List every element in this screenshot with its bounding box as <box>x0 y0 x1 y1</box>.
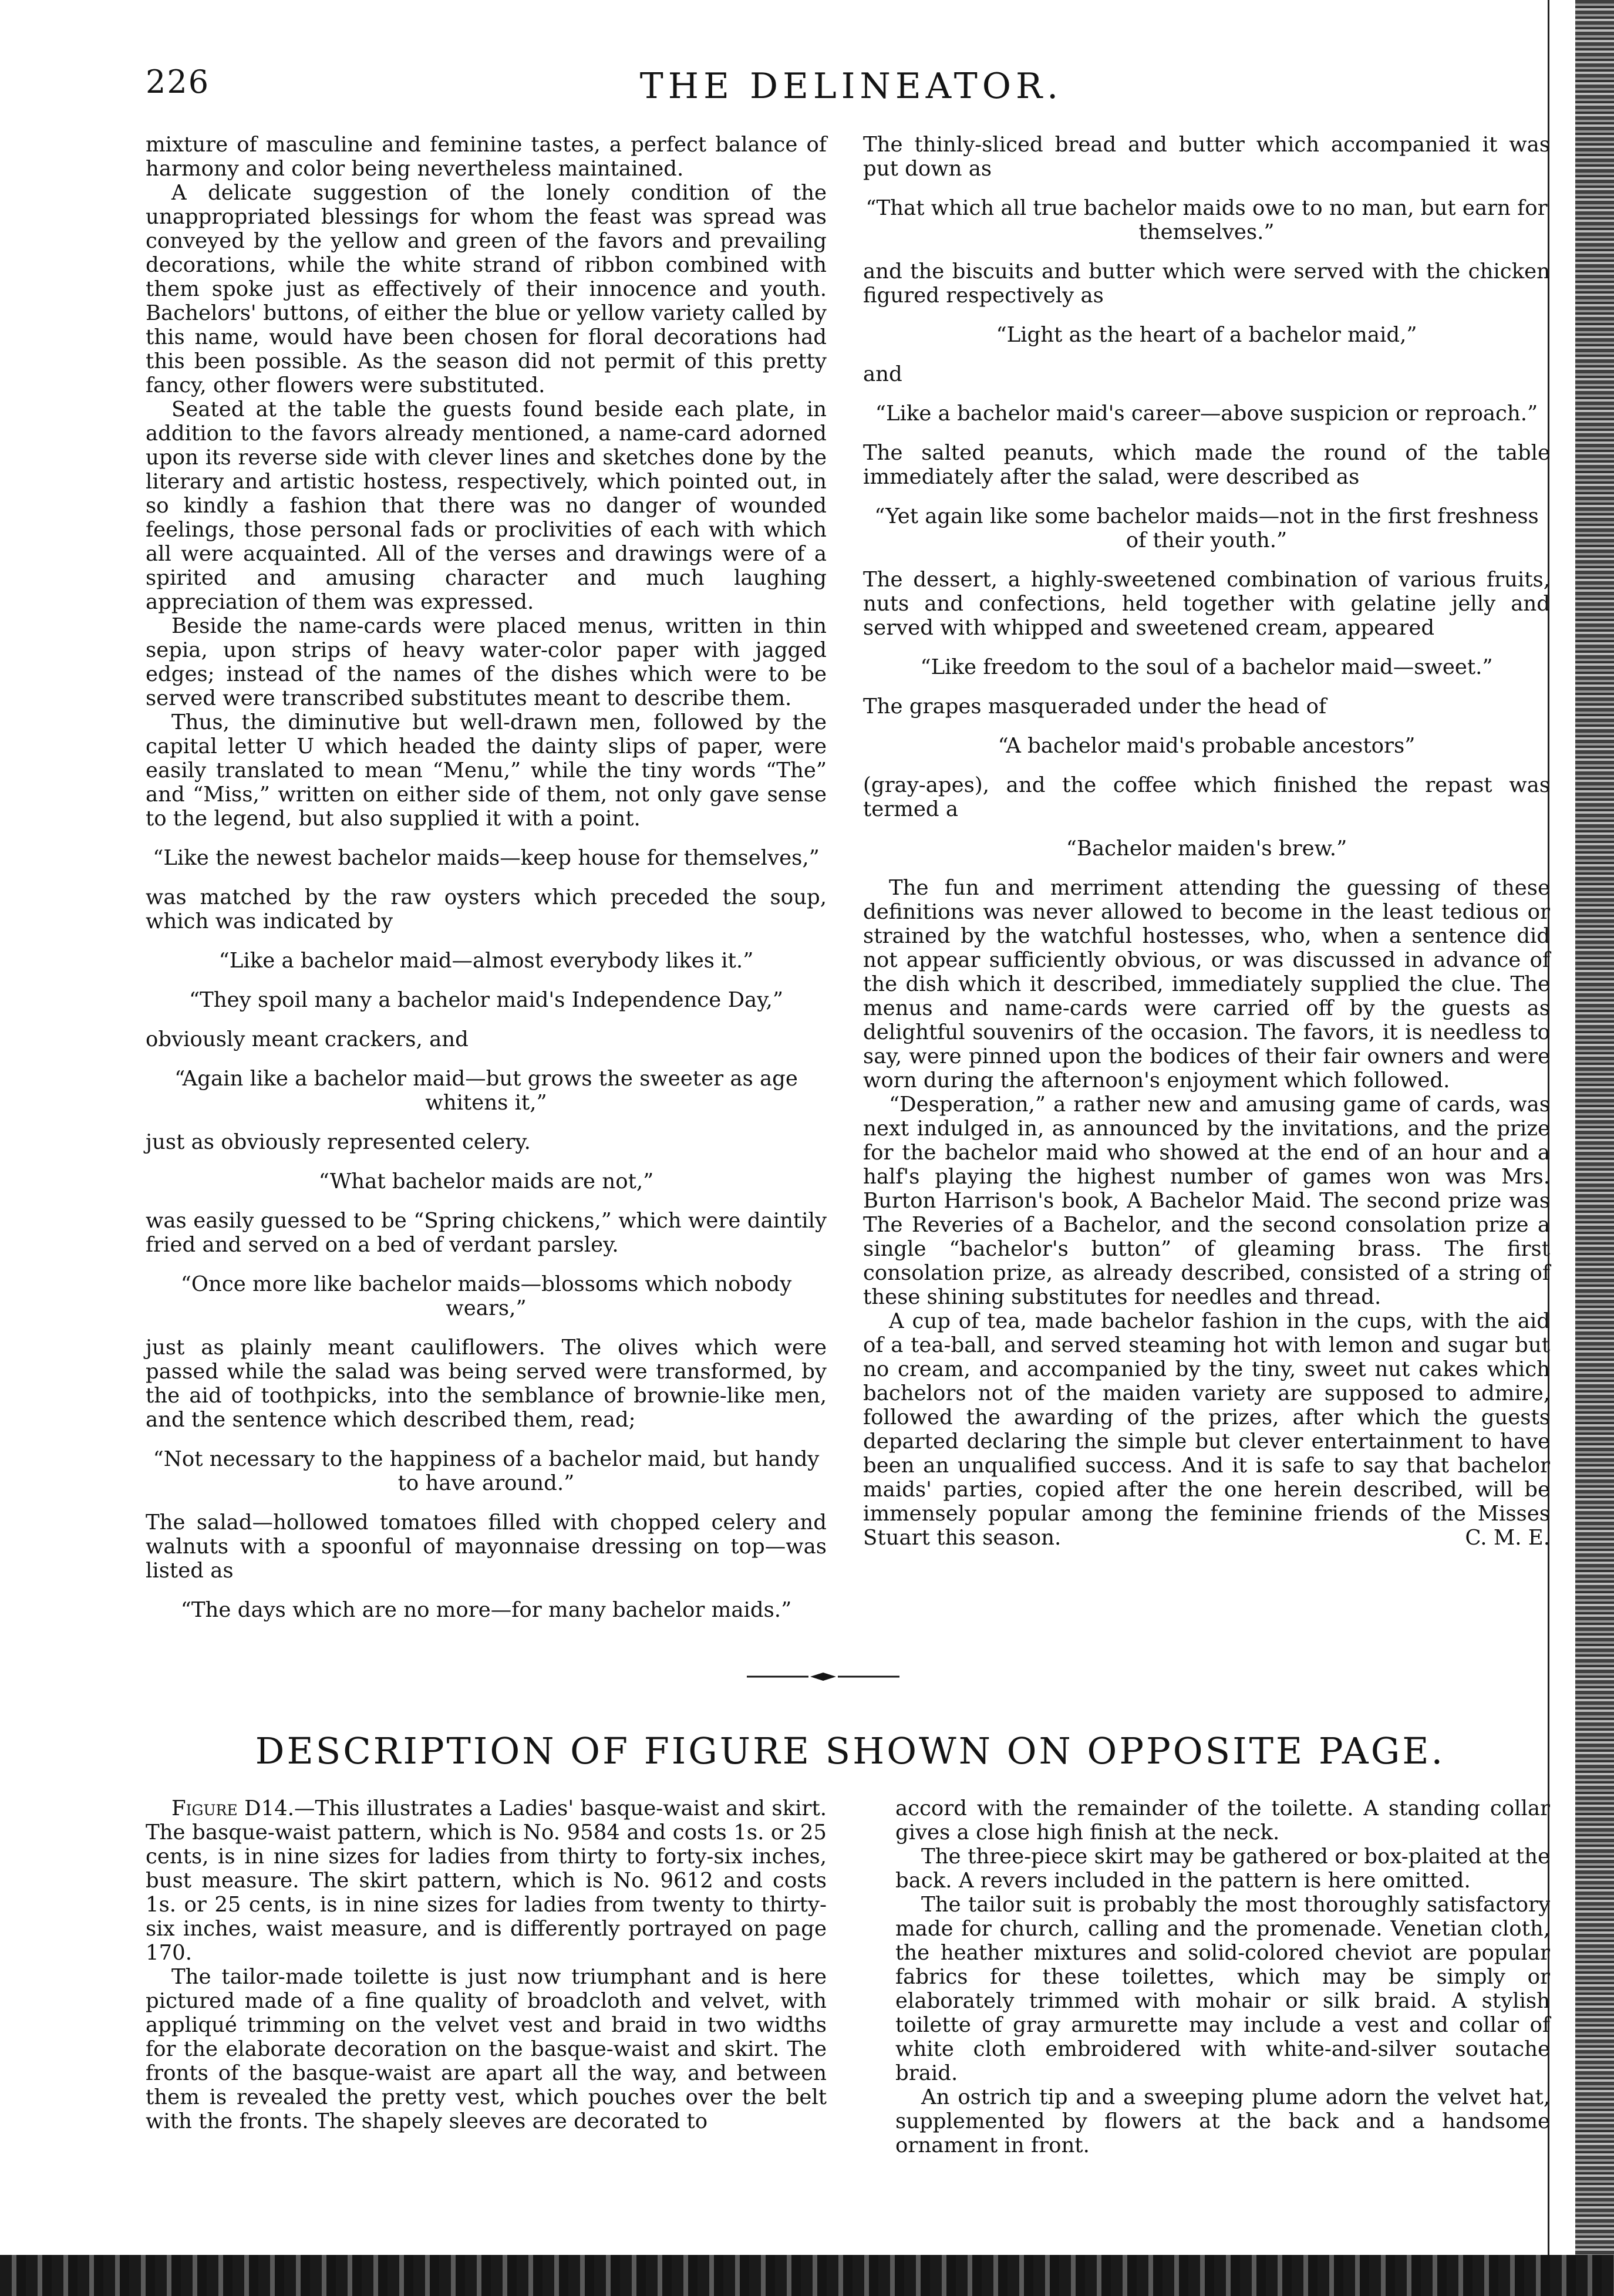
paragraph: The fun and merriment attending the guessing of these definitions was never allowed to become in the least tedious or strained by the watchful hostesses, who, when a sentence did not appear sufficiently obvious, or was discussed in advance of the dish which it described, immediately supplied the clue. The menus and name-cards were carried off by the guests as delightful souvenirs of the occasion. The favors, it is needless to say, were pinned upon the bodices of their fair owners and were worn during the afternoon's enjoyment which followed. <box>863 876 1550 1093</box>
menu-quote: “What bachelor maids are not,” <box>318 1169 654 1193</box>
paragraph: A delicate suggestion of the lonely condition of the unappropriated blessings for whom the feast was spread was conveyed by the yellow and green of the favors and prevailing decorations, while the white strand of ribbon combined with them spoke just as effectively of their innocence and youth. Bachelors' buttons, of either the blue or yellow variety called by this name, would have been chosen for floral decorations had this been possible. As the season did not permit of this pretty fancy, other flowers were substituted. <box>146 181 827 397</box>
paragraph: The tailor suit is probably the most thoroughly satisfactory made for church, calling and the promenade. Venetian cloth, the heather mixtures and solid-colored cheviot are popular fabrics for these toilettes, which may be simply or elaborately trimmed with mohair or silk braid. A stylish toilette of gray armurette may include a vest and collar of white cloth embroidered with white-and-silver soutache braid. <box>895 1893 1550 2085</box>
paragraph: The three-piece skirt may be gathered or box-plaited at the back. A revers included in the pattern is here omitted. <box>895 1845 1550 1893</box>
scan-edge-bottom <box>0 2255 1614 2296</box>
paragraph: and <box>863 362 902 386</box>
menu-quote: “That which all true bachelor maids owe to no man, but earn for themselves.” <box>865 196 1548 244</box>
paragraph: The salted peanuts, which made the round of the table immediately after the salad, were described as <box>863 441 1550 489</box>
paragraph: just as obviously represented celery. <box>146 1130 531 1154</box>
paragraph: Thus, the diminutive but well-drawn men, followed by the capital letter U which headed the dainty slips of paper, were easily translated to mean “Menu,” while the tiny words “The” and “Miss,” written on either side of them, not only gave sense to the legend, but also supplied it with a point. <box>146 710 827 831</box>
scan-edge-right <box>1575 0 1614 2296</box>
menu-quote: “Bachelor maiden's brew.” <box>1066 837 1347 861</box>
menu-quote: “A bachelor maid's probable ancestors” <box>998 734 1416 758</box>
paragraph: The thinly-sliced bread and butter which accompanied it was put down as <box>863 133 1550 181</box>
paragraph: Seated at the table the guests found beside each plate, in addition to the favors already mentioned, a name-card adorned upon its reverse side with clever lines and sketches done by the literary and artistic hostess, respectively, which pointed out, in so kindly a fashion that there was no danger of wounded feelings, those personal fads or proclivities of each with which all were acquainted. All of the verses and drawings were of a spirited and amusing character and much laughing appreciation of them was expressed. <box>146 397 827 614</box>
menu-quote: “The days which are no more—for many bachelor maids.” <box>180 1598 792 1622</box>
description-column-left <box>146 1796 827 2133</box>
article-column-left <box>146 133 827 1637</box>
paragraph: accord with the remainder of the toilette. A standing collar gives a close high finish at the neck. <box>895 1796 1550 1845</box>
paragraph: The salad—hollowed tomatoes filled with chopped celery and walnuts with a spoonful of mayonnaise dressing on top—was listed as <box>146 1511 827 1583</box>
menu-quote: “Like the newest bachelor maids—keep house for themselves,” <box>153 846 820 870</box>
paragraph: The dessert, a highly-sweetened combination of various fruits, nuts and confections, held together with gelatine jelly and served with whipped and sweetened cream, appeared <box>863 568 1550 640</box>
paragraph: “Desperation,” a rather new and amusing game of cards, was next indulged in, as announced by the invitations, and the prize for the bachelor maid who showed at the end of an hour and a half's playing the highest number of games won was Mrs. Burton Harrison's book, A Bachelor Maid. The second prize was The Reveries of a Bachelor, and the second consolation prize a single “bachelor's button” of gleaming brass. The first consolation prize, as already described, consisted of a string of these shining substitutes for needles and thread. <box>863 1093 1550 1309</box>
menu-quote: “They spoil many a bachelor maid's Independence Day,” <box>188 988 783 1012</box>
paragraph: A cup of tea, made bachelor fashion in the cups, with the aid of a tea-ball, and served steaming hot with lemon and sugar but no cream, and accompanied by the tiny, sweet nut cakes which bachelors not of the maiden variety are supposed to admire, followed the awarding of the prizes, after which the guests departed declaring the simple but clever entertainment to have been an unqualified success. And it is safe to say that bachelor maids' parties, copied after the one herein described, will be immensely popular among the feminine friends of the Misses Stuart this season. C. M. E. <box>863 1309 1550 1550</box>
paragraph: was easily guessed to be “Spring chickens,” which were daintily fried and served on a bed of verdant parsley. <box>146 1209 827 1257</box>
paragraph <box>146 1796 827 1965</box>
section-divider <box>747 1671 899 1683</box>
running-head: THE DELINEATOR. <box>639 66 1063 107</box>
menu-quote: “Light as the heart of a bachelor maid,” <box>996 323 1417 347</box>
paragraph: mixture of masculine and feminine tastes, a perfect balance of harmony and color being nevertheless maintained. <box>146 133 827 181</box>
figure-label: Figure D14. <box>171 1796 295 1820</box>
paragraph: and the biscuits and butter which were served with the chicken figured respectively as <box>863 259 1550 308</box>
paragraph: An ostrich tip and a sweeping plume adorn the velvet hat, supplemented by flowers at the back and a handsome ornament in front. <box>895 2085 1550 2157</box>
menu-quote: “Like a bachelor maid's career—above suspicion or reproach.” <box>875 402 1538 426</box>
paragraph: obviously meant crackers, and <box>146 1027 469 1051</box>
page-number: 226 <box>146 63 210 100</box>
paragraph: was matched by the raw oysters which preceded the soup, which was indicated by <box>146 885 827 933</box>
menu-quote: “Like freedom to the soul of a bachelor maid—sweet.” <box>920 655 1493 679</box>
paragraph: (gray-apes), and the coffee which finished the repast was termed a <box>863 773 1550 821</box>
author-initials: C. M. E. <box>1465 1526 1550 1550</box>
menu-quote: “Yet again like some bachelor maids—not in the first freshness of their youth.” <box>874 504 1539 552</box>
description-column-right <box>895 1796 1550 2157</box>
paragraph: The grapes masqueraded under the head of <box>863 694 1327 719</box>
article-column-right <box>863 133 1550 1550</box>
menu-quote: “Again like a bachelor maid—but grows the sweeter as age whitens it,” <box>174 1067 798 1115</box>
figure-description-text: —This illustrates a Ladies' basque-waist and skirt. The basque-waist pattern, which is No. 9584 and costs 1s. or 25 cents, is in nine sizes for ladies from thirty to forty-six inches, bust measure. The skirt pattern, which is No. 9612 and costs 1s. or 25 cents, is in nine sizes for ladies from twenty to thirty-six inches, waist measure, and is differently portrayed on page 170. <box>146 1796 827 1965</box>
paragraph: just as plainly meant cauliflowers. The olives which were passed while the salad was being served were transformed, by the aid of toothpicks, into the semblance of brownie-like men, and the sentence which described them, read; <box>146 1336 827 1432</box>
menu-quote: “Not necessary to the happiness of a bachelor maid, but handy to have around.” <box>153 1447 820 1495</box>
menu-quote: “Like a bachelor maid—almost everybody likes it.” <box>218 949 754 973</box>
paragraph: The tailor-made toilette is just now triumphant and is here pictured made of a fine quality of broadcloth and velvet, with appliqué trimming on the velvet vest and braid in two widths for the elaborate decoration on the basque-waist and skirt. The fronts of the basque-waist are apart all the way, and between them is revealed the pretty vest, which pouches over the belt with the fronts. The shapely sleeves are decorated to <box>146 1965 827 2133</box>
paragraph: Beside the name-cards were placed menus, written in thin sepia, upon strips of heavy water-color paper with jagged edges; instead of the names of the dishes which were to be served were transcribed substitutes meant to describe them. <box>146 614 827 710</box>
section-title: DESCRIPTION OF FIGURE SHOWN ON OPPOSITE PAGE. <box>255 1729 1445 1772</box>
menu-quote: “Once more like bachelor maids—blossoms which nobody wears,” <box>180 1272 792 1320</box>
